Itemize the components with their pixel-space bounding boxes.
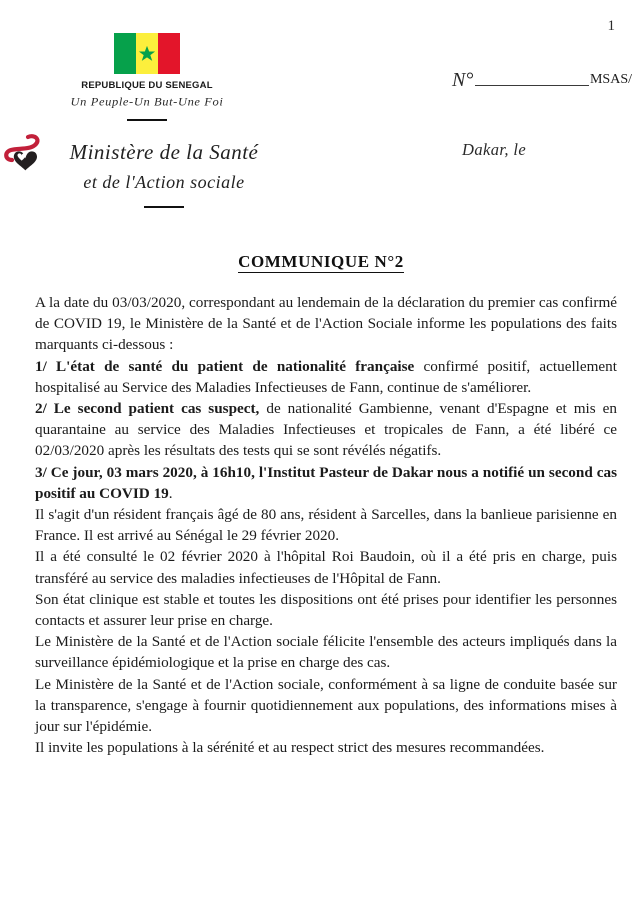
reference-number-line [452, 68, 632, 91]
paragraph-patient-status [35, 589, 617, 631]
ministry-line-2: et de l'Action sociale [83, 171, 245, 192]
text-run: de nationalité Gambienne, venant d'Espagne et mis en quarantaine au service des Maladies Infectieuses et tropicales de Fann, a été libéré ce 02/03/2020 après les résultats des tests qui se sont révélés négatifs. [35, 400, 617, 460]
paragraph-point-3 [35, 462, 617, 504]
paragraph-patient-origin [35, 504, 617, 546]
paragraph-intro [35, 292, 617, 356]
text-run: Il a été consulté le 02 février 2020 à l'hôpital Roi Baudoin, où il a été pris en charge, puis transféré au service des maladies infectieuses de l'Hôpital de Fann. [35, 548, 617, 587]
text-run: confirmé positif, actuellement hospitalisé au Service des Maladies Infectieuses de Fann, continue de s'améliorer. [35, 357, 617, 396]
paragraph-commitment [35, 674, 617, 738]
paragraph-point-2 [35, 398, 617, 462]
national-motto: Un Peuple-Un But-Une Foi [70, 95, 224, 109]
republic-label: REPUBLIQUE DU SENEGAL [81, 80, 213, 91]
text-run: Il invite les populations à la sérénité et au respect strict des mesures recommandées. [35, 739, 545, 757]
text-run-bold: 3/ Ce jour, 03 mars 2020, à 16h10, l'Institut Pasteur de Dakar nous a notifié un second cas positif au COVID 19 [35, 463, 617, 502]
place-and-date: Dakar, le [462, 140, 527, 159]
page-number: 1 [607, 18, 615, 34]
header-divider-top [127, 119, 167, 121]
flag-band-green [114, 33, 136, 74]
paragraph-call-to-calm [35, 737, 617, 758]
reference-suffix: MSAS/ [589, 72, 632, 87]
paragraph-thanks [35, 631, 617, 673]
text-run: A la date du 03/03/2020, correspondant au lendemain de la déclaration du premier cas confirmé de COVID 19, le Ministère de la Santé et de l'Action Sociale informe les populations des faits marquants ci-dessous : [35, 294, 617, 354]
ministry-health-serpent-heart-icon [2, 130, 48, 174]
reference-prefix: N° [452, 69, 474, 91]
text-run: . [168, 484, 173, 502]
text-run: Son état clinique est stable et toutes les dispositions ont été prises pour identifier les personnes contacts et assurer leur prise en charge. [35, 590, 617, 630]
header-left-block [22, 33, 272, 121]
document-body [35, 292, 617, 758]
ministry-line-1: Ministère de la Santé [69, 140, 259, 164]
document-title-text: COMMUNIQUE N°2 [238, 252, 404, 271]
paragraph-point-1 [35, 356, 617, 398]
paragraph-patient-care [35, 546, 617, 588]
text-run-bold: 2/ Le second patient cas suspect, [35, 400, 260, 418]
senegal-flag-icon [114, 33, 180, 74]
flag-band-yellow [136, 33, 158, 74]
text-run: Le Ministère de la Santé et de l'Action sociale, conformément à sa ligne de conduite basée sur la transparence, s'engage à fournir quotidiennement aux populations, des informations mises à jour sur l'épidémie. [35, 675, 617, 736]
reference-blank-field[interactable] [475, 71, 589, 86]
flag-band-red [158, 33, 180, 74]
ministry-name-block [44, 136, 284, 208]
text-run: Le Ministère de la Santé et de l'Action sociale félicite l'ensemble des acteurs impliqués dans la surveillance épidémiologique et la prise en charge des cas. [35, 633, 617, 672]
document-title [0, 252, 642, 272]
text-run: Il s'agit d'un résident français âgé de 80 ans, résident à Sarcelles, dans la banlieue parisienne en France. Il est arrivé au Sénégal le 29 février 2020. [35, 506, 617, 545]
text-run-bold: 1/ L'état de santé du patient de nationalité française [35, 357, 415, 375]
header-divider-bottom [144, 206, 184, 208]
